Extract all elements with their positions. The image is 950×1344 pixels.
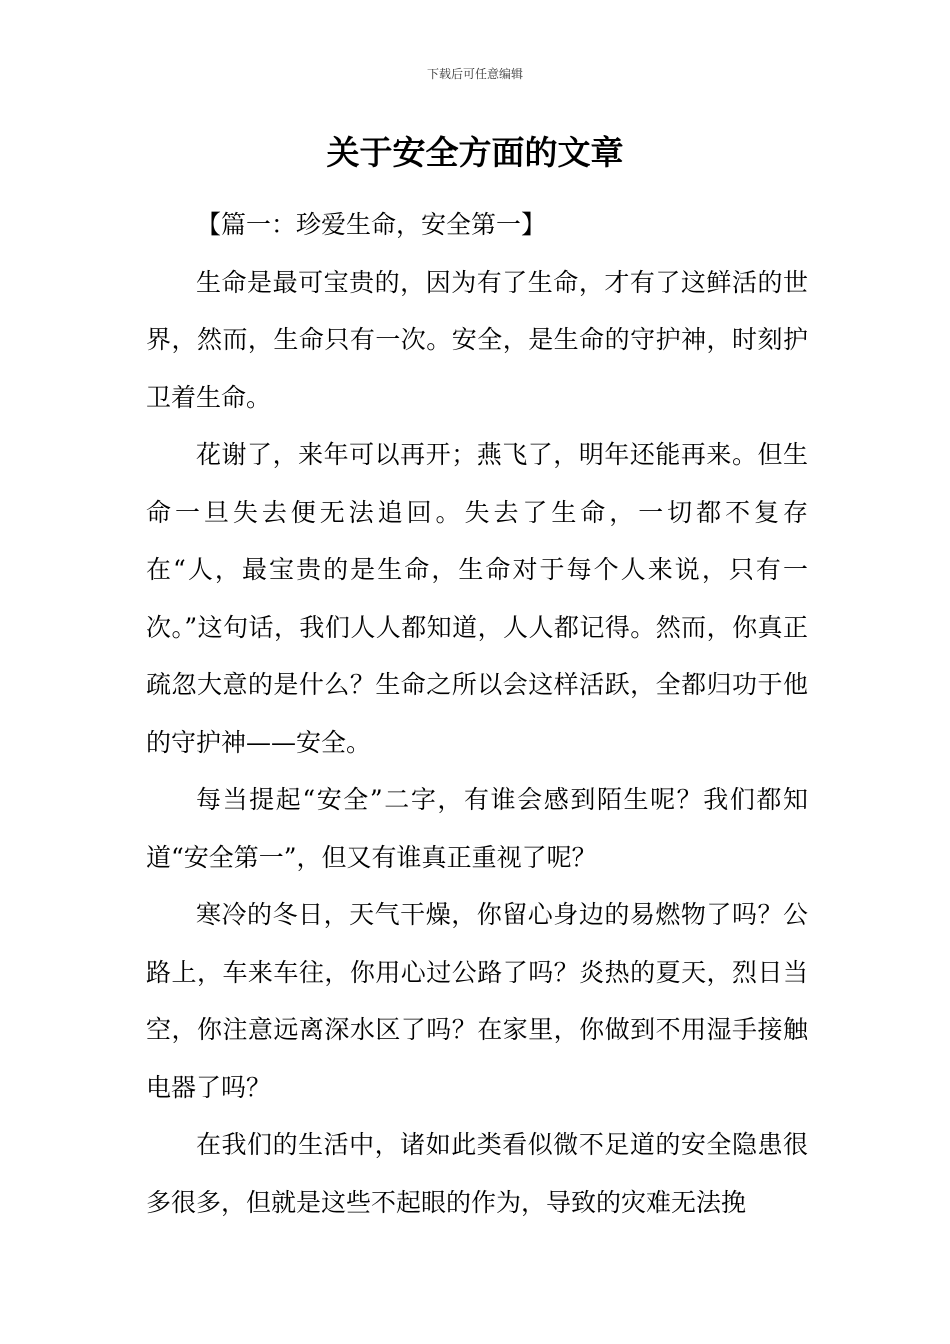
paragraph-2: 花谢了，来年可以再开；燕飞了，明年还能再来。但生命一旦失去便无法追回。失去了生命，一切都不复存在“人，最宝贵的是生命，生命对于每个人来说，只有一次。”这句话，我们人人都知道，人人都记得。然而，你真正疏忽大意的是什么？生命之所以会这样活跃，全都归功于他的守护神——安全。 — [146, 440, 808, 757]
document-body — [146, 196, 808, 1231]
paragraph-1: 生命是最可宝贵的，因为有了生命，才有了这鲜活的世界，然而，生命只有一次。安全，是生命的守护神，时刻护卫着生命。 — [146, 267, 808, 412]
page-header-note: 下载后可任意编辑 — [426, 67, 523, 81]
paragraph-5: 在我们的生活中，诸如此类看似微不足道的安全隐患很多很多，但就是这些不起眼的作为，导致的灾难无法挽 — [146, 1130, 808, 1217]
document-title: 关于安全方面的文章 — [326, 133, 624, 172]
paragraph-4: 寒冷的冬日，天气干燥，你留心身边的易燃物了吗？公路上，车来车往，你用心过公路了吗？炎热的夏天，烈日当空，你注意远离深水区了吗？在家里，你做到不用湿手接触电器了吗？ — [146, 900, 808, 1102]
paragraph-3: 每当提起“安全”二字，有谁会感到陌生呢？我们都知道“安全第一”，但又有谁真正重视了呢？ — [146, 785, 808, 872]
section-heading: 【篇一：珍爱生命，安全第一】 — [196, 210, 547, 239]
